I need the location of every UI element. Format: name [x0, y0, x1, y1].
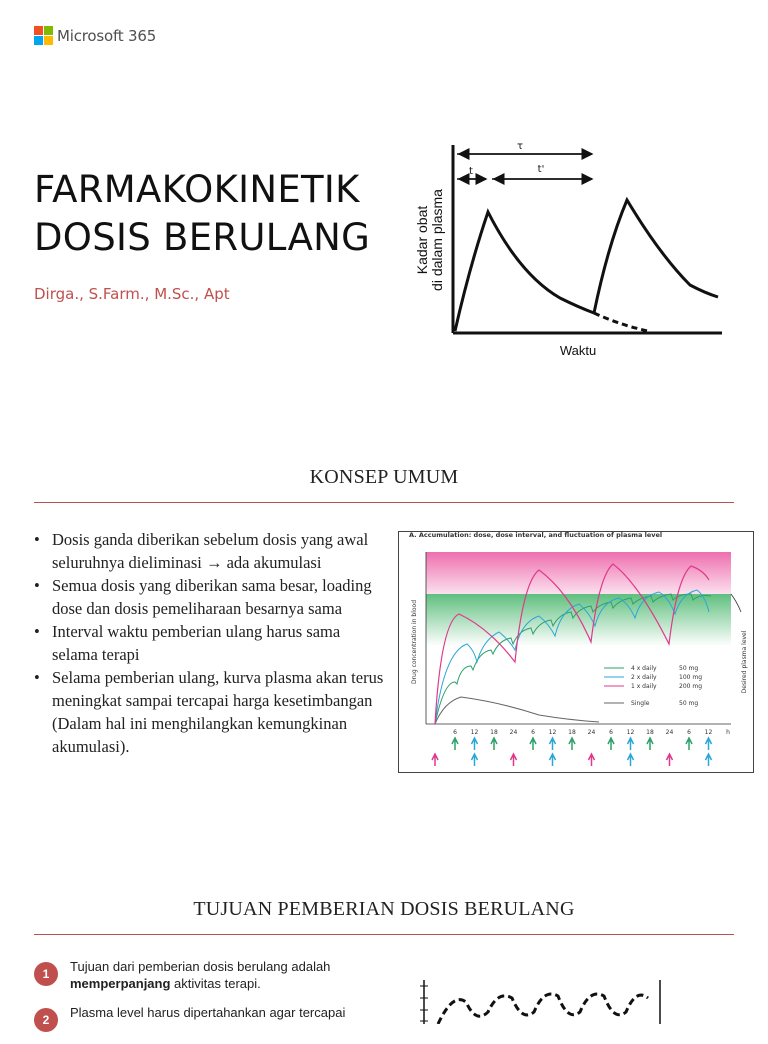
x-tick-label: 18 — [490, 729, 498, 736]
slide-title-line1: FARMAKOKINETIK — [34, 168, 360, 211]
y-axis-label-line1: Kadar obat — [414, 205, 430, 275]
section-divider — [34, 502, 734, 503]
bullet-text: Semua dosis yang diberikan sama besar, loading dose dan dosis pemeliharaan besarnya sama — [52, 576, 372, 618]
x-tick-label: 6 — [531, 729, 535, 736]
x-tick-label: 6 — [453, 729, 457, 736]
legend-freq: 2 x daily — [631, 674, 657, 681]
number-badge: 2 — [34, 1008, 58, 1032]
item-bold-text: memperpanjang — [70, 976, 171, 991]
tujuan-numbered-list — [34, 958, 374, 1044]
oscillating-plasma-curve — [438, 994, 648, 1024]
konsep-bullet-list — [34, 528, 386, 758]
bullet-item — [34, 620, 386, 666]
dose-arrow-icon — [589, 754, 595, 766]
chart-y-label: Drug concentration in blood — [411, 599, 418, 685]
chart-title: A. Accumulation: dose, dose interval, and fluctuation of plasma level — [409, 532, 663, 539]
item-text: Plasma level harus dipertahankan agar tercapai — [70, 1005, 346, 1020]
tau-label: τ — [516, 141, 524, 152]
second-dose-curve — [594, 200, 718, 313]
legend-dose: 100 mg — [679, 674, 703, 681]
x-tick-label: 12 — [548, 729, 557, 736]
dose-arrow-icon — [472, 754, 478, 766]
microsoft-365-logo[interactable] — [34, 26, 156, 45]
section-divider — [34, 934, 734, 935]
dose-arrow-icon — [647, 738, 653, 750]
accumulation-chart — [399, 532, 753, 772]
dose-arrow-icon — [608, 738, 614, 750]
numbered-item — [34, 1004, 374, 1032]
item-text: Tujuan dari pemberian dosis berulang adalah — [70, 959, 331, 974]
first-dose-curve — [455, 212, 594, 331]
x-tick-label: h — [726, 729, 730, 736]
dose-arrow-icon — [686, 738, 692, 750]
dose-arrow-icon — [667, 754, 673, 766]
microsoft-logo-icon — [34, 26, 53, 45]
bullet-dot-icon: • — [34, 576, 40, 595]
dose-arrow-icon — [550, 754, 556, 766]
numbered-item — [34, 958, 374, 992]
series-single — [435, 697, 599, 724]
x-tick-label: 24 — [665, 729, 674, 736]
dose-arrow-icon — [511, 754, 517, 766]
accumulation-chart-frame — [398, 531, 754, 773]
dose-arrow-icon — [628, 754, 634, 766]
x-tick-label: 18 — [646, 729, 654, 736]
x-tick-label: 12 — [626, 729, 635, 736]
slide-title-line2: DOSIS BERULANG — [34, 216, 371, 259]
author-name: Dirga., S.Farm., M.Sc., Apt — [34, 285, 230, 303]
legend-dose: 50 mg — [679, 665, 699, 672]
elimination-dashed-curve — [594, 313, 648, 331]
dose-arrow-icon — [706, 738, 712, 750]
dose-arrow-icon — [569, 738, 575, 750]
dose-arrow-icon — [491, 738, 497, 750]
chart-x-ticks — [453, 729, 730, 736]
number-badge: 1 — [34, 962, 58, 986]
x-tick-label: 18 — [568, 729, 576, 736]
plasma-curve-figure — [400, 135, 730, 365]
dose-arrow-icon — [472, 738, 478, 750]
chart-right-label: Desired plasma level — [741, 630, 748, 694]
legend-dose: 50 mg — [679, 700, 699, 707]
therapeutic-band — [426, 594, 731, 646]
legend-dose: 200 mg — [679, 683, 703, 690]
bullet-text: Interval waktu pemberian ulang harus sama selama terapi — [52, 622, 341, 664]
t-label: t — [469, 166, 473, 177]
bullet-item — [34, 666, 386, 758]
y-axis-label-line2: di dalam plasma — [429, 189, 445, 291]
bullet-item — [34, 528, 386, 574]
x-tick-label: 12 — [470, 729, 479, 736]
x-axis-label: Waktu — [559, 343, 597, 358]
legend-freq: 4 x daily — [631, 665, 657, 672]
x-tick-label: 6 — [687, 729, 691, 736]
dose-arrow-icon — [628, 738, 634, 750]
bullet-text: Dosis ganda diberikan sebelum dosis yang awal seluruhnya dieliminasi → ada akumulasi — [52, 530, 369, 572]
legend-freq: Single — [631, 700, 650, 707]
bullet-dot-icon: • — [34, 622, 40, 641]
brand-name: Microsoft 365 — [57, 26, 157, 45]
bullet-text: Selama pemberian ulang, kurva plasma akan terus meningkat sampai tercapai harga kesetimbangan (Dalam hal ini menghilangkan kemungkinan akumulasi). — [52, 668, 384, 756]
dose-arrows — [432, 738, 712, 766]
chart-legend — [604, 665, 702, 707]
x-tick-label: 24 — [509, 729, 518, 736]
bullet-dot-icon: • — [34, 530, 40, 549]
x-tick-label: 24 — [587, 729, 596, 736]
slide-title — [34, 166, 370, 262]
section-title-konsep-umum: KONSEP UMUM — [309, 466, 459, 488]
bullet-dot-icon: • — [34, 668, 40, 687]
dose-arrow-icon — [452, 738, 458, 750]
steady-state-chart — [398, 972, 698, 1024]
bullet-item — [34, 574, 386, 620]
numbered-item-text — [70, 1004, 345, 1021]
dose-arrow-icon — [550, 738, 556, 750]
section-title-tujuan: TUJUAN PEMBERIAN DOSIS BERULANG — [193, 898, 575, 920]
dose-arrow-icon — [706, 754, 712, 766]
x-tick-label: 12 — [704, 729, 713, 736]
legend-freq: 1 x daily — [631, 683, 657, 690]
dose-arrow-icon — [432, 754, 438, 766]
numbered-item-text — [70, 958, 374, 992]
x-tick-label: 6 — [609, 729, 613, 736]
dose-arrow-icon — [530, 738, 536, 750]
item-text: aktivitas terapi. — [170, 976, 261, 991]
t-prime-label: t' — [537, 164, 545, 175]
